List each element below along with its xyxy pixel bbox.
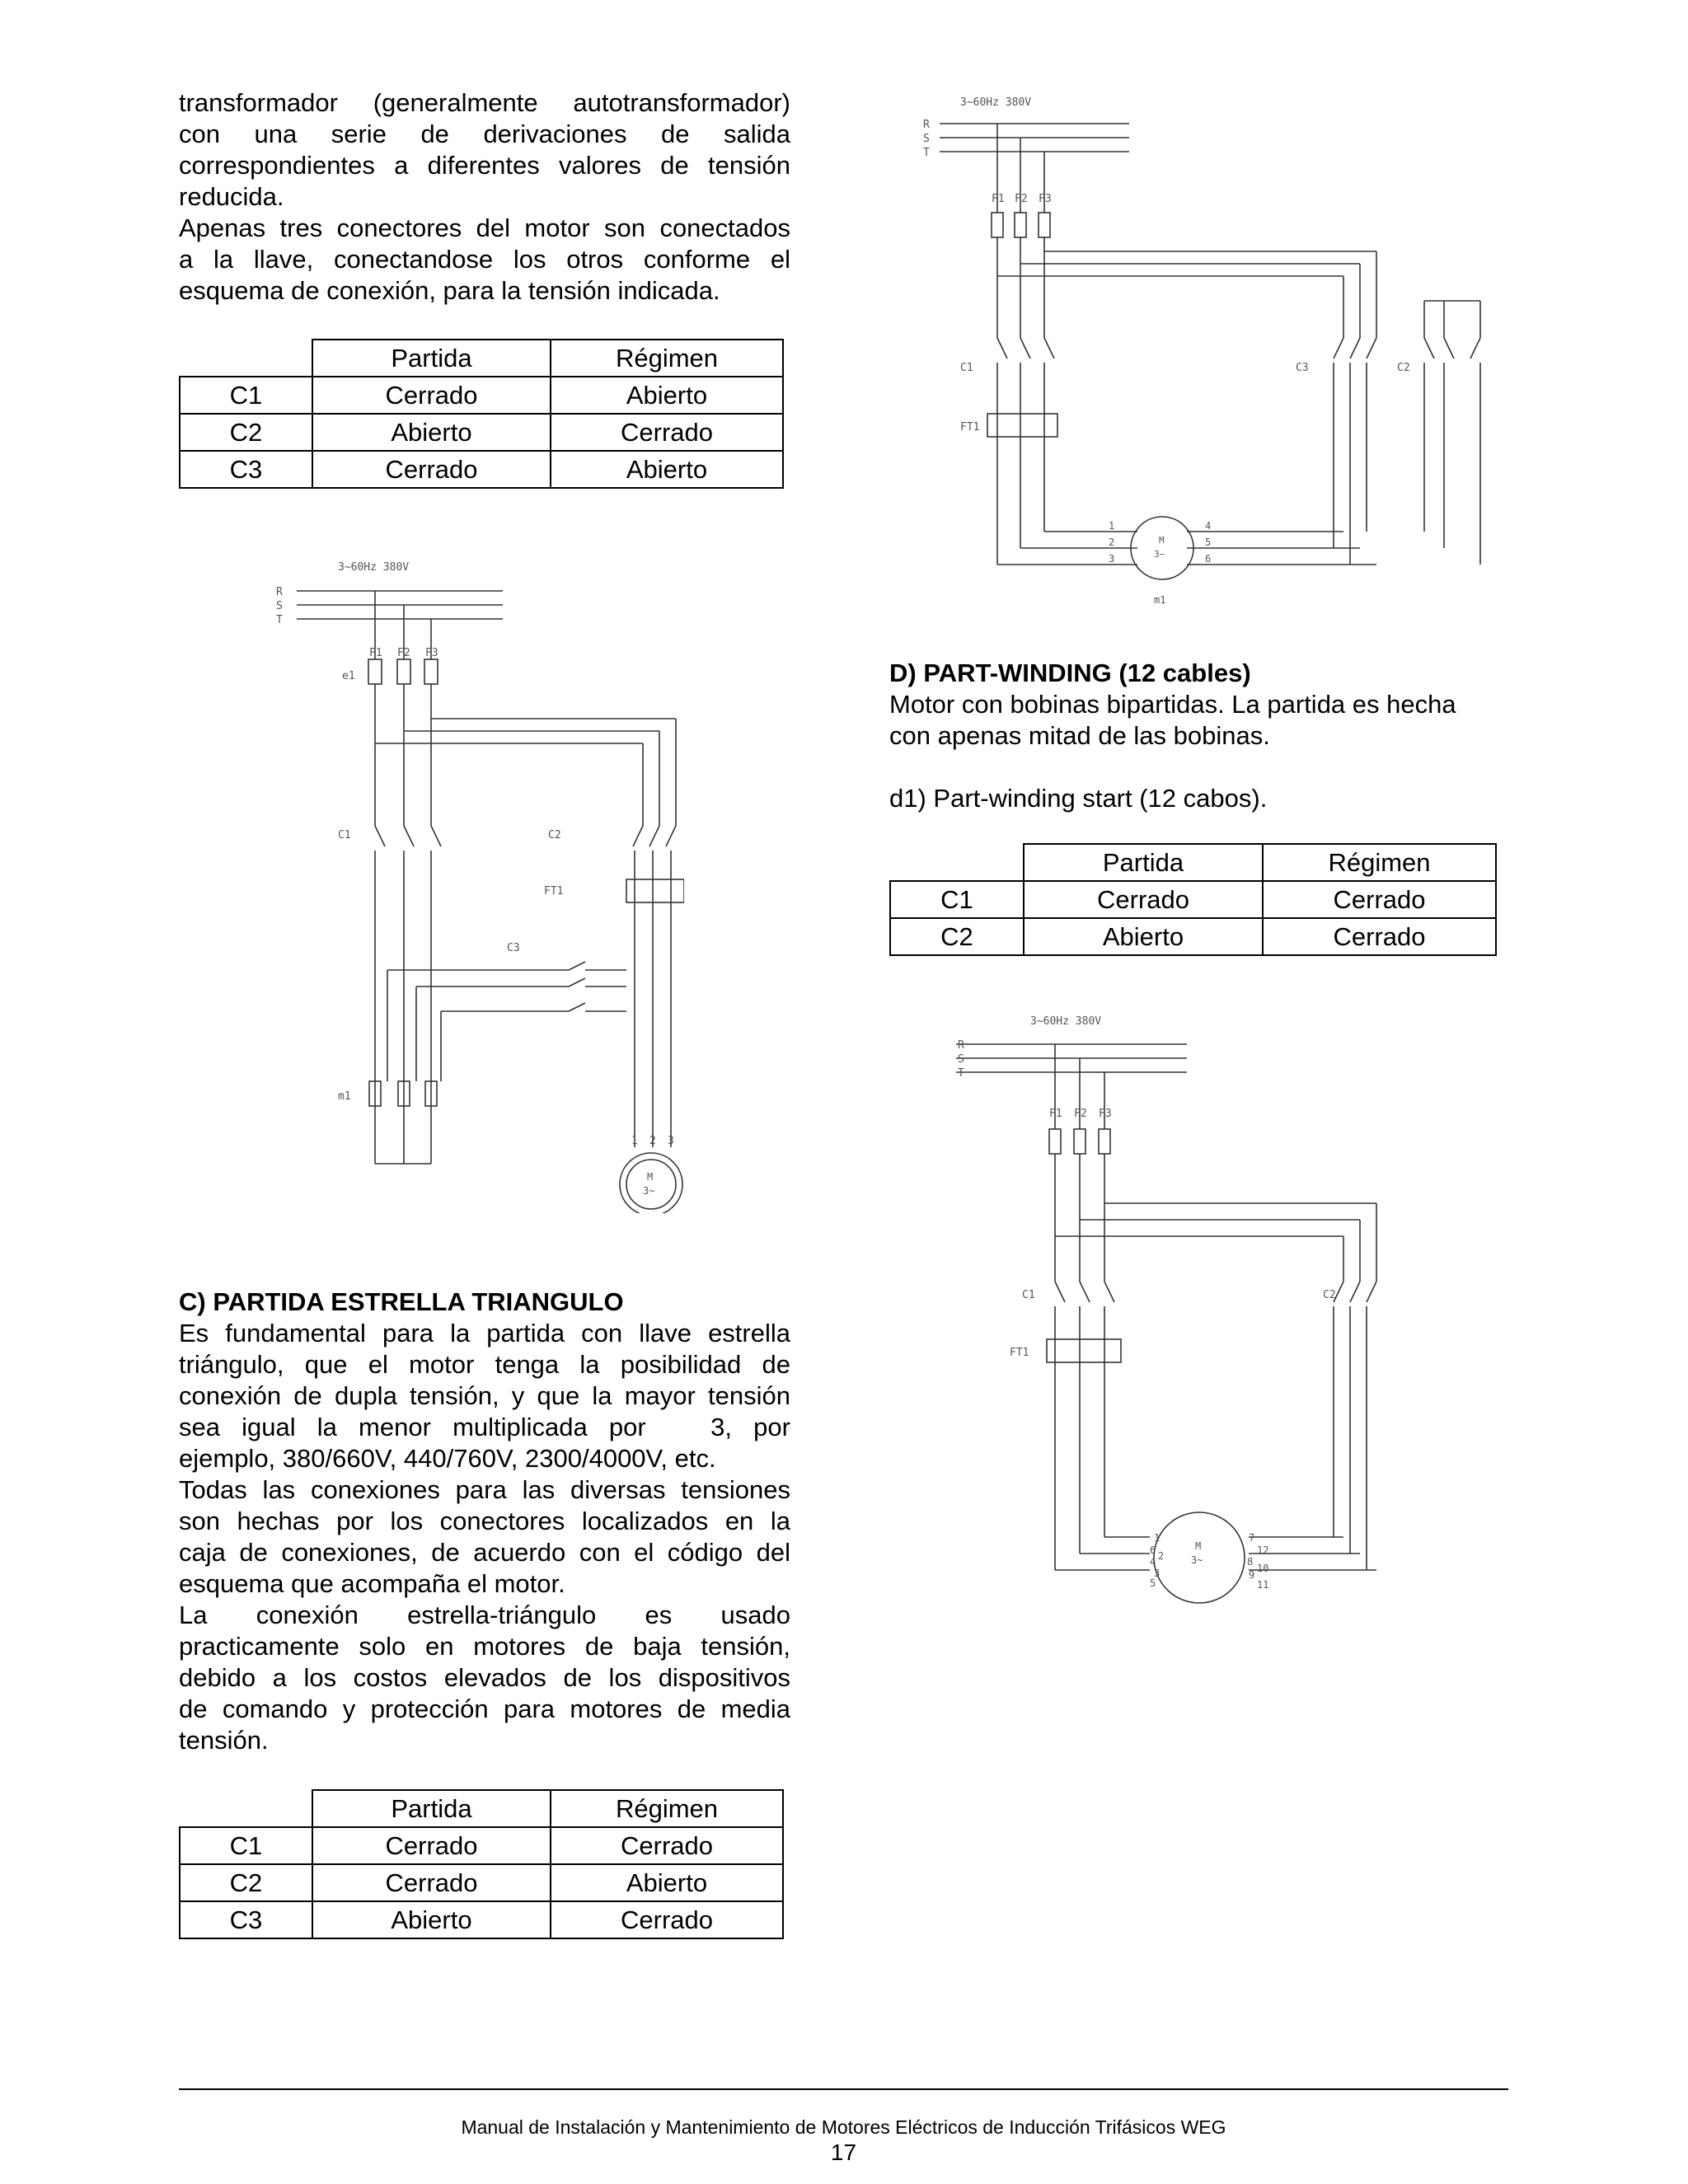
text-line: a la llave, conectandose los otros conforme el <box>179 245 790 274</box>
table-header-cell: Partida <box>1024 844 1263 881</box>
phase-t-label: T <box>923 147 930 159</box>
table-row <box>180 1864 783 1901</box>
table-row <box>890 881 1496 918</box>
m1-label: m1 <box>338 1090 351 1103</box>
fuse-f1-label: F1 <box>992 193 1005 205</box>
table-cell: Abierto <box>312 414 551 451</box>
table-row <box>180 414 783 451</box>
fuse-f3-label: F3 <box>1039 193 1052 205</box>
table-cell: Cerrado <box>312 451 551 488</box>
text-line: practicamente solo en motores de baja tensión, <box>179 1632 790 1661</box>
contactor-c2-label: C2 <box>1323 1289 1336 1301</box>
intro-paragraph-1 <box>179 87 790 213</box>
supply-label: 3~60Hz 380V <box>960 96 1032 109</box>
text-line: La conexión estrella-triángulo es usado <box>179 1601 790 1629</box>
contactor-c3-label: C3 <box>507 942 520 954</box>
text-line: con una serie de derivaciones de salida <box>179 120 790 148</box>
terminal-1-label: 1 <box>1154 1532 1160 1544</box>
phase-s-label: S <box>923 133 930 145</box>
overload-ft1-label: FT1 <box>544 885 564 898</box>
section-c-paragraph-3 <box>179 1600 790 1756</box>
motor-3-phase-label: 3~ <box>1154 549 1165 560</box>
text-line: ejemplo, 380/660V, 440/760V, 2300/4000V, etc. <box>179 1444 716 1473</box>
text-line: reducida. <box>179 182 284 211</box>
footer-title: Manual de Instalación y Mantenimiento de Motores Eléctricos de Inducción Trifásicos WEG <box>461 2116 1226 2138</box>
table-cell: C3 <box>180 1901 312 1938</box>
e1-label: e1 <box>342 670 355 682</box>
terminal-6-label: 6 <box>1205 553 1212 565</box>
section-d-paragraph <box>889 689 1509 752</box>
fuse-f2-label: F2 <box>1074 1108 1087 1120</box>
table-cell: Cerrado <box>551 414 783 451</box>
text-line: son hechas por los conectores localizados en la <box>179 1507 790 1535</box>
text-line: transformador (generalmente autotransformador) <box>179 88 790 117</box>
text-line: Apenas tres conectores del motor son conectados <box>179 213 790 242</box>
autotransformer-start-diagram <box>272 554 684 1213</box>
table-row <box>180 1901 783 1938</box>
table-row <box>180 1827 783 1864</box>
table-cell <box>890 844 1024 881</box>
motor-m-label: M <box>1195 1540 1202 1552</box>
text-line: conexión de dupla tensión, y que la mayor tensión <box>179 1381 790 1410</box>
table-row <box>180 377 783 414</box>
star-delta-start-diagram <box>915 91 1508 618</box>
terminal-2-label: 2 <box>1158 1550 1165 1562</box>
motor-3-phase-label: 3~ <box>643 1185 655 1197</box>
contactor-c2-label: C2 <box>1397 362 1410 374</box>
table-cell: C3 <box>180 451 312 488</box>
terminal-5-label: 5 <box>1150 1577 1156 1589</box>
page-number: 17 <box>830 2139 857 2165</box>
connection-table-part-winding <box>889 843 1497 956</box>
table-header-row <box>180 340 783 377</box>
section-c-paragraph-2 <box>179 1474 790 1600</box>
text-line: esquema que acompaña el motor. <box>179 1569 565 1598</box>
contactor-c1-label: C1 <box>1022 1289 1035 1301</box>
table-cell: Cerrado <box>1263 918 1496 955</box>
phase-r-label: R <box>958 1039 964 1052</box>
connection-table-star-delta <box>179 1789 784 1939</box>
table-cell <box>180 340 312 377</box>
text-line: debido a los costos elevados de los dispositivos <box>179 1663 790 1692</box>
table-row <box>890 918 1496 955</box>
motor-3-phase-label: 3~ <box>1191 1554 1203 1566</box>
table-cell: Cerrado <box>312 377 551 414</box>
table-row <box>180 451 783 488</box>
section-d-block <box>889 658 1509 814</box>
terminal-9-label: 9 <box>1249 1569 1255 1581</box>
overload-ft1-label: FT1 <box>1010 1347 1029 1359</box>
phase-t-label: T <box>958 1067 964 1080</box>
terminal-10-label: 10 <box>1257 1563 1269 1574</box>
table-cell: Cerrado <box>312 1864 551 1901</box>
table-header-row <box>180 1790 783 1827</box>
terminal-1-label: 1 <box>631 1135 638 1147</box>
table-header-cell: Partida <box>312 1790 551 1827</box>
table-cell: Abierto <box>551 377 783 414</box>
supply-label: 3~60Hz 380V <box>1030 1015 1102 1028</box>
text-line: de comando y protección para motores de media <box>179 1694 790 1723</box>
table-cell: Abierto <box>1024 918 1263 955</box>
terminal-4-label: 4 <box>1205 520 1212 532</box>
connection-table-autotransformer <box>179 339 784 489</box>
fuse-f3-label: F3 <box>425 647 438 659</box>
text-line: Todas las conexiones para las diversas tensiones <box>179 1475 790 1504</box>
section-d1-subtitle: d1) Part-winding start (12 cabos). <box>889 784 1268 813</box>
table-cell: Abierto <box>551 1864 783 1901</box>
text-line: caja de conexiones, de acuerdo con el código del <box>179 1538 790 1567</box>
phase-r-label: R <box>923 119 930 131</box>
text-line: esquema de conexión, para la tensión indicada. <box>179 276 720 305</box>
contactor-c2-label: C2 <box>548 829 561 841</box>
part-winding-start-diagram <box>931 1010 1459 1619</box>
intro-text-block <box>179 87 790 307</box>
table-header-cell: Régimen <box>551 1790 783 1827</box>
fuse-f1-label: F1 <box>369 647 382 659</box>
text-line: con apenas mitad de las bobinas. <box>889 721 1270 750</box>
text-line: correspondientes a diferentes valores de tensión <box>179 151 790 180</box>
table-cell: Cerrado <box>551 1901 783 1938</box>
phase-s-label: S <box>958 1053 964 1066</box>
table-cell: Cerrado <box>312 1827 551 1864</box>
contactor-c1-label: C1 <box>960 362 973 374</box>
motor-m-label: M <box>1159 535 1165 546</box>
terminal-5-label: 5 <box>1205 537 1212 548</box>
table-header-cell: Régimen <box>1263 844 1496 881</box>
terminal-12-label: 12 <box>1257 1544 1269 1556</box>
terminal-3-label: 3 <box>668 1135 674 1147</box>
table-header-row <box>890 844 1496 881</box>
table-cell: C2 <box>180 414 312 451</box>
fuse-f1-label: F1 <box>1049 1108 1062 1120</box>
table-cell: Cerrado <box>1263 881 1496 918</box>
table-cell: C2 <box>180 1864 312 1901</box>
section-c-block <box>179 1286 790 1756</box>
phase-s-label: S <box>276 600 283 612</box>
text-line: Es fundamental para la partida con llave estrella <box>179 1319 790 1347</box>
section-d-title: D) PART-WINDING (12 cables) <box>889 658 1251 687</box>
table-cell: Cerrado <box>1024 881 1263 918</box>
terminal-7-label: 7 <box>1249 1532 1255 1544</box>
m1-label: m1 <box>1154 594 1166 606</box>
terminal-3-label: 3 <box>1109 553 1115 565</box>
table-cell: C2 <box>890 918 1024 955</box>
footer-divider <box>179 2088 1508 2090</box>
table-cell <box>180 1790 312 1827</box>
intro-paragraph-2 <box>179 213 790 307</box>
table-cell: Cerrado <box>551 1827 783 1864</box>
text-line: tensión. <box>179 1726 269 1755</box>
contactor-c3-label: C3 <box>1296 362 1309 374</box>
section-c-paragraph-1 <box>179 1318 790 1474</box>
terminal-4-label: 4 <box>1150 1556 1156 1568</box>
fuse-f3-label: F3 <box>1099 1108 1112 1120</box>
phase-t-label: T <box>276 614 283 626</box>
fuse-f2-label: F2 <box>397 647 410 659</box>
terminal-1-label: 1 <box>1109 520 1115 532</box>
text-line: Motor con bobinas bipartidas. La partida es hecha <box>889 690 1456 719</box>
table-cell: C1 <box>180 1827 312 1864</box>
terminal-2-label: 2 <box>649 1135 656 1147</box>
overload-ft1-label: FT1 <box>960 421 980 434</box>
terminal-11-label: 11 <box>1257 1579 1269 1591</box>
motor-m-label: M <box>647 1171 654 1183</box>
contactor-c1-label: C1 <box>338 829 351 841</box>
terminal-8-label: 8 <box>1247 1556 1254 1568</box>
table-cell: C1 <box>180 377 312 414</box>
table-header-cell: Partida <box>312 340 551 377</box>
phase-r-label: R <box>276 586 283 598</box>
supply-label: 3~60Hz 380V <box>338 561 410 574</box>
terminal-3-label: 3 <box>1154 1568 1160 1579</box>
table-cell: Abierto <box>551 451 783 488</box>
terminal-2-label: 2 <box>1109 537 1115 548</box>
table-header-cell: Régimen <box>551 340 783 377</box>
table-cell: Abierto <box>312 1901 551 1938</box>
fuse-f2-label: F2 <box>1015 193 1028 205</box>
text-line: sea igual la menor multiplicada por 3, por <box>179 1413 790 1441</box>
section-c-title: C) PARTIDA ESTRELLA TRIANGULO <box>179 1287 624 1316</box>
table-cell: C1 <box>890 881 1024 918</box>
text-line: triángulo, que el motor tenga la posibilidad de <box>179 1350 790 1379</box>
terminal-6-label: 6 <box>1150 1544 1156 1556</box>
